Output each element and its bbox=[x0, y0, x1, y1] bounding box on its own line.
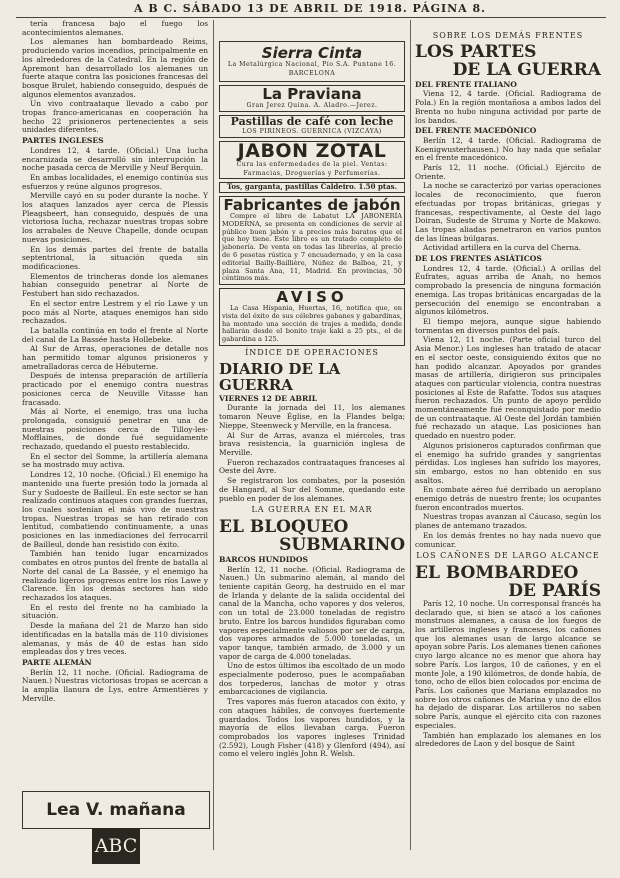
bloqueo-title-1: EL BLOQUEO bbox=[219, 516, 349, 537]
ad-pastillas-sub: LOS PIRINEOS. GUERNICA (VIZCAYA) bbox=[242, 128, 382, 136]
ad-pravia-sub: Gran Jerez Quina. A. Aladro.—Jerez. bbox=[246, 102, 378, 110]
article-paragraph: Algunos prisioneros capturados confirman que el enemigo ha sufrido grandes y sangrientas pérdidas. Los ingleses han sufrido los mayores, sin embargo, estos no han obtenido en sus asaltos. bbox=[415, 440, 601, 485]
bombardeo-title-2: DE PARÍS bbox=[508, 580, 601, 601]
article-paragraph: En ambas localidades, el enemigo continúa sus esfuerzos y reúne algunos progresos. bbox=[22, 172, 208, 191]
ad-tos: Tos, garganta, pastillas Caldeiro. 1.50 ptas. bbox=[219, 182, 405, 193]
article-paragraph: Nuestras tropas avanzan al Cáucaso, según los planes de antemano trazados. bbox=[415, 512, 601, 531]
sea-war-label: LA GUERRA EN EL MAR bbox=[251, 505, 373, 515]
article-paragraph: Un vivo contraataque llevado a cabo por tropas franco-americanas en cooperación ha hecho 22 prisioneros pertenecientes a seis unidades diferentes. bbox=[22, 99, 208, 135]
barcos-subtitle: BARCOS HUNDIDOS bbox=[219, 554, 308, 564]
ad-pravia-title: La Praviana bbox=[262, 85, 362, 104]
ad-fabricantes-sub: Compre el libro de Labatut LA JABONERÍA MODERNA, se presenta en condiciones de servir al público buen jabón y a precios más baratos que el que hoy tiene. Este libro es un tratado completo de jabonería. De venta en todas las librerías, al precio de 6 pesetas rústica y 7 encuadernado, y en la casa editorial Bailly-Baillière, Núñez de Balboa, 21, y plaza Santa Ana, 11, Madrid. En provincias, 50 céntimos más. bbox=[222, 211, 402, 283]
partes-title-2: DE LA GUERRA bbox=[452, 59, 601, 80]
article-paragraph: Londres 12, 4 tarde. (Oficial.) A orillas del Éufrates, aguas arriba de Anah, no hemos comprobado la presencia de ninguna formación enemiga. Las tropas británicas encargadas de la persecución del enemigo se encontraban a algunos kilómetros. bbox=[415, 263, 601, 317]
ad-lea-abc bbox=[22, 791, 210, 857]
article-paragraph: En los demás partes del frente de batalla septentrional, la situación queda sin modificaciones. bbox=[22, 244, 208, 271]
ad-jabon-sub: Cura las enfermedades de la piel. Ventas: Farmacias, Droguerías y Perfumerías. bbox=[236, 160, 388, 177]
ad-sierra-title: Sierra Cinta bbox=[261, 44, 363, 62]
article-paragraph: También han emplazado los alemanes en los alrededores de Laon y del bosque de Saint bbox=[415, 730, 601, 749]
article-paragraph: En el sector del Somme, la artillería alemana se ha mostrado muy activa. bbox=[22, 451, 208, 470]
ad-pastillas bbox=[219, 115, 405, 138]
ad-la-praviana bbox=[219, 85, 405, 112]
diario-title: DIARIO DE LA GUERRA bbox=[219, 359, 341, 394]
ad-jabon-zotal bbox=[219, 141, 405, 179]
article-paragraph: Viena 12, 11 noche. (Parte oficial turco del Asia Menor.) Los ingleses han tratado de atacar en el sector oeste, consiguiendo éxitos que no han podido alcanzar. Apoyados por grandes masas de artillería, dirigieron sus principales ataques con particular violencia, contra nuestras posiciones al Este de Rafatte. Todos sus ataques fueron rechazados. Un punto de apoyo perdido momentáneamente fué reconquistado por medio de un contraataque. Al Oeste del Jordán también fué rechazado un ataque. Las posiciones han quedado en nuestro poder. bbox=[415, 335, 601, 441]
article-paragraph: Desde la mañana del 21 de Marzo han sido identificadas en la batalla más de 110 divisiones alemanas, y más de 40 de estas han sido empleadas dos y tres veces. bbox=[22, 621, 208, 657]
article-paragraph: Berlín 12, 4 tarde. (Oficial. Radiograma de Koenigwusterhausen.) No hay nada que señalar en el frente macedónico. bbox=[415, 135, 601, 163]
article-paragraph: Londres 12, 10 noche. (Oficial.) El enemigo ha mantenido una fuerte presión todo la jornada al Sur y Sudoeste de Bailleul. En este sector se han realizado continuos ataques con grandes fuerzas, los cuales sostenían el más vivo de nuestras tropas. Nuestras tropas se han retirado con lentitud, combatiendo continuamente, a unas posiciones en las inmediaciones del ferrocarril de Bailleul, donde han resistido con éxito. bbox=[22, 470, 208, 549]
ad-fabricantes-title: Fabricantes de jabón bbox=[223, 195, 401, 214]
article-paragraph: Después de intensa preparación de artillería practicado por el enemigo contra nuestras posiciones cerca de Neuville Vitasse han fracasado. bbox=[22, 371, 208, 407]
section-title-parte-aleman: PARTE ALEMÁN bbox=[22, 657, 92, 667]
masthead-rule bbox=[16, 17, 606, 18]
bombardeo-title-1: EL BOMBARDEO bbox=[415, 562, 579, 583]
ad-jabon-title: JABON ZOTAL bbox=[237, 139, 387, 162]
article-paragraph: También han tenido lugar encarnizados combates en otros puntos del frente de batalla al Norte del canal de La Bassée, y el enemigo ha realizado ligeros progresos entre los ríos Lawe y Clarence. En los demás sectores han sido rechazados los ataques. bbox=[22, 549, 208, 602]
article-paragraph: París 12, 10 noche. Un corresponsal francés ha declarado que, si bien se atacó a los cañones monstruos alemanes, a causa de los fuegos de los artilleros ingleses y franceses, los cañones que los alemanes usan de largo alcance se apoyan sobre París. Los alemanes tienen cañones cuyo largo alcance no es menor que ahora hay sobre París. Los largos, 10 de cañones, y en el monte Jole, a 190 kilómetros, de donde había, de tono, ocho de ellos bien colocados por encima de París. Los cañones que Mariana emplazados no sobre los otros cañones de Marina y uno de ellos ha dejado de disparar. Los artilleros no saben sobre París, aunque el ejército cita con razones especiales. bbox=[415, 598, 601, 730]
ad-lea-text: Lea V. mañana bbox=[46, 800, 186, 820]
article-paragraph: Elementos de trincheras donde los alemanes habían conseguido penetrar al Norte de Festubert han sido rechazados. bbox=[22, 271, 208, 299]
section-title-frentes-asiaticos: DE LOS FRENTES ASIÁTICOS bbox=[415, 254, 542, 264]
article-paragraph: París 12, 11 noche. (Oficial.) Ejército de Oriente. bbox=[415, 163, 601, 181]
index-label: ÍNDICE DE OPERACIONES bbox=[245, 348, 379, 358]
article-paragraph: tería francesa bajo el fuego los acontecimientos alemanes. bbox=[22, 20, 208, 37]
article-paragraph: La batalla continúa en todo el frente al Norte del canal de La Bassée hasta Hollebeke. bbox=[22, 325, 208, 344]
ad-aviso bbox=[219, 288, 405, 346]
article-paragraph: Se registraron los combates, por la posesión de Hangard, al Sur del Somme, quedando este pueblo en poder de los alemanes. bbox=[219, 476, 405, 503]
article-paragraph: Más al Norte, el enemigo, tras una lucha prolongada, consiguió penetrar en una de nuestras posiciones cerca de Tilloy-les-Mofflaines, de donde fué seguidamente rechazado, quedando el puesto restablecido. bbox=[22, 407, 208, 452]
article-paragraph: Berlín 12, 11 noche. (Oficial. Radiograma de Nauen.) Nuestras victoriosas tropas se acercan a la amplia llanura de Lys, entre Armentières y Merville. bbox=[22, 667, 208, 703]
ad-fabricantes-jabon bbox=[219, 196, 405, 285]
column-divider bbox=[410, 20, 411, 850]
ad-aviso-sub: La Casa Hispania, Huertas, 16, notifica que, en vista del éxito de sus célebres gabanes y gabardinas, ha montado una sección de trajes a medida, donde hallarán desde el bonito traje kaki a 25 pts., el de gabardina a 125. bbox=[222, 304, 402, 344]
abc-logo: ABC bbox=[92, 828, 141, 864]
article-paragraph: En combate aéreo fué derribado un aeroplano enemigo detrás de nuestro frente; los ocupantes fueron encontrados muertos. bbox=[415, 485, 601, 512]
column-left bbox=[22, 20, 208, 860]
ad-sierra-sub: La Metalúrgica Nacional, Pío S.A. Puntane 16. BARCELONA bbox=[227, 61, 397, 77]
ad-pastillas-title: Pastillas de café con leche bbox=[230, 115, 394, 129]
masthead: A B C. SÁBADO 13 DE ABRIL DE 1918. PÁGINA 8. bbox=[133, 2, 487, 15]
ad-sierra-cinta bbox=[219, 41, 405, 82]
article-paragraph: Londres 12, 4 tarde. (Oficial.) Una lucha encarnizada se desarrolló sin interrupción la noche pasada cerca de Merville y Neuf Berquin. bbox=[22, 145, 208, 173]
section-title-frente-italiano: DEL FRENTE ITALIANO bbox=[415, 79, 517, 89]
article-paragraph: Al Sur de Arras, operaciones de detalle nos han permitido tomar algunos prisioneros y ametralladoras cerca de Hébuterne. bbox=[22, 344, 208, 371]
partes-title-1: LOS PARTES bbox=[415, 41, 537, 62]
article-paragraph: Viena 12, 4 tarde. (Oficial. Radiograma de Pola.) En la región montañosa a ambos lados del Brenta no hubo ninguna actividad por parte de los bandos. bbox=[415, 89, 601, 125]
article-paragraph: Durante la jornada del 11, los alemanes tomaron Neuve Église, en la Flandes belga; Nieppe, Steenweck y Merville, en la francesa. bbox=[219, 403, 405, 430]
article-paragraph: Fueron rechazados contraataques franceses al Oeste del Avre. bbox=[219, 457, 405, 476]
diario-date: VIERNES 12 DE ABRIL bbox=[219, 393, 318, 403]
column-divider bbox=[213, 20, 214, 850]
column-middle bbox=[219, 38, 405, 878]
article-paragraph: En el resto del frente no ha cambiado la situación. bbox=[22, 602, 208, 621]
article-paragraph: Tres vapores más fueron atacados con éxito, y con ataques hábiles, de convoyes fuertemente guardados. Todos los vapores hundidos, y la mayoría de ellos llevaban carga. Fueron comprobados los vapores ingleses Trinidad (2.592), Lough Fisher (418) y Glenford (494), así como el velero inglés John R. Welsh. bbox=[219, 697, 405, 759]
article-paragraph: Berlín 12, 11 noche. (Oficial. Radiograma de Nauen.) Un submarino alemán, al mando del teniente capitán Georg, ha destruido en el mar de Irlanda y delante de la salida occidental del canal de la Mancha, ocho vapores y dos veleros, con un total de 23.000 toneladas de registro bruto. Entre los barcos hundidos figuraban como vapores especialmente valiosos por ser de carga, dos vapores armados de 5.000 toneladas, un vapor tanque, también armado, de 3.000 y un vapor de carga de 4.000 toneladas. bbox=[219, 564, 405, 661]
ad-aviso-title: AVISO bbox=[276, 288, 348, 307]
article-paragraph: En los demás frentes no hay nada nuevo que comunicar. bbox=[415, 530, 601, 549]
article-paragraph: Uno de estos últimos iba escoltado de un modo especialmente poderoso, pues le acompañaban dos torpederos, lanchas de motor y otras embarcaciones de vigilancia. bbox=[219, 661, 405, 697]
article-paragraph: Actividad artillera en la curva del Cherna. bbox=[423, 243, 581, 253]
column-right bbox=[415, 20, 601, 860]
article-paragraph: La noche se caracterizó por varias operaciones locales de reconocimiento, que fueron efectuadas por tropas británicas, griegas y francesas, respectivamente, al Oeste del lago Doiran, Sudeste de Struma y Norte de Makowo. Las tropas aliadas penetraron en varios puntos de las líneas búlgaras. bbox=[415, 181, 601, 243]
canones-label: LOS CAÑONES DE LARGO ALCANCE bbox=[416, 551, 600, 561]
kicker-label: SOBRE LOS DEMÁS FRENTES bbox=[432, 31, 584, 40]
article-paragraph: En el sector entre Lestrem y el río Lawe y un poco más al Norte, ataques enemigos han sido rechazados. bbox=[22, 298, 208, 326]
article-paragraph: Merville cayó en su poder durante la noche. Y los ataques lanzados ayer cerca de Plessis Pleagsbeert, han conseguido, después de una victoriosa lucha, rechazar nuestras tropas sobre los arrabales de Neuve Chapelle, donde ocupan nuevas posiciones. bbox=[22, 191, 208, 244]
section-title-frente-macedonico: DEL FRENTE MACEDÓNICO bbox=[415, 126, 537, 136]
article-paragraph: El tiempo mejora, aunque sigue habiendo tormentas en diversos puntos del país. bbox=[415, 316, 601, 335]
article-paragraph: Al Sur de Arras, avanza el miércoles, tras brava resistencia, la guarnición inglesa de Merville. bbox=[219, 430, 405, 457]
article-paragraph: Los alemanes han bombardeado Reims, produciendo varios incendios, principalmente en los alrededores de la Catedral. En la región de Apremont han desarrollado los alemanes un fuerte ataque contra las posiciones francesas del bosque Brulet, habiendo conseguido, después de algunos elementos avanzados. bbox=[22, 37, 208, 99]
bloqueo-title-2: SUBMARINO bbox=[279, 534, 405, 555]
section-title-partes-ingleses: PARTES INGLESES bbox=[22, 136, 104, 146]
